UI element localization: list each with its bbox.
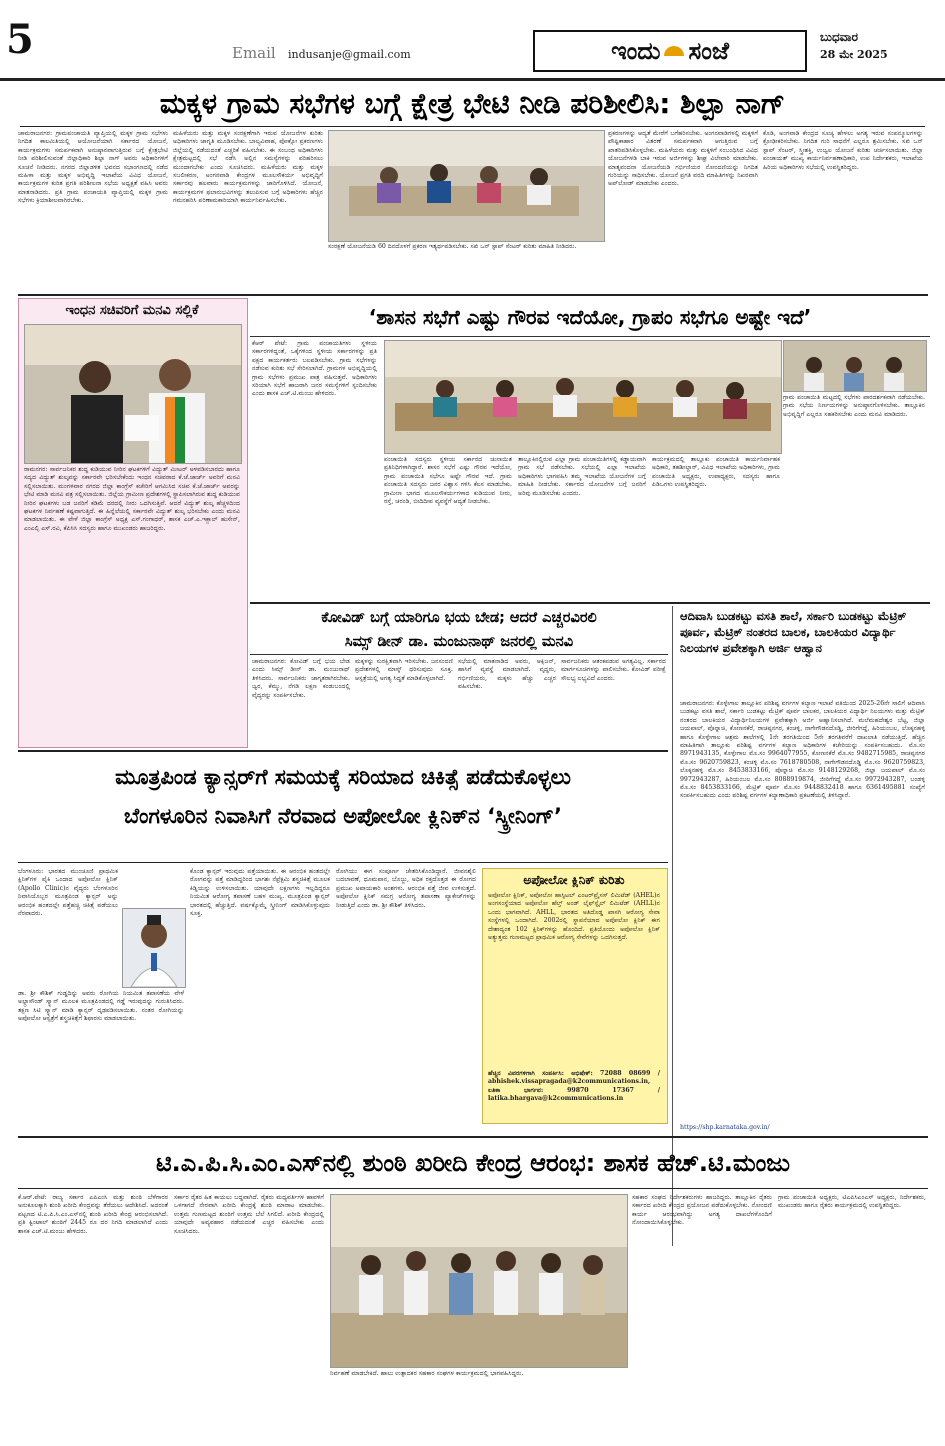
ginger-event-photo-illustration [331, 1195, 627, 1367]
story3-photo-side [783, 340, 927, 392]
story3-headline: ‘ಶಾಸನ ಸಭೆಗೆ ಎಷ್ಟು ಗೌರವ ಇದೆಯೋ, ಗ್ರಾಪಂ ಸಭೆಗೂ ಅಷ್ಟೇ ಇದೆ’ [250, 298, 930, 337]
issue-day: ಬುಧವಾರ [820, 30, 858, 44]
masthead-rule [0, 78, 945, 81]
story1-col5: ಕೊಡಿ, ಅಂಗವಾಡಿ ಕೇಂದ್ರದ ಸೂಚ್ಯ ಹೇಳಲು ಅಗತ್ಯ ಇರುವ ಸಂಪನ್ಮೂಲಗಳನ್ನು ಕ್ರೋಢೀಕರಿಸಬೇಕು. ನಿಗದಿತ ಗುರಿ ಸಾಧನೆಗೆ ಎಲ್ಲರೂ ಶ್ರಮಿಸಬೇಕು. ಸಖಿ ಒನ್ ಸ್ಟಾಪ್ ಸೆಂಟರ್, ಸ್ತ್ರೀಶಕ್ತಿ, ಉಜ್ವಲ ಯೋಜನೆ ಕುರಿತು ಚರ್ಚಿಸಲಾಯಿತು. ಜಿಲ್ಲಾ ಪಂಚಾಯತ್ ಮುಖ್ಯ ಕಾರ್ಯನಿರ್ವಹಣಾಧಿಕಾರಿ, ಉಪ ನಿರ್ದೇಶಕರು, ಇಲಾಖೆಯ ಹಿರಿಯ ಅಧಿಕಾರಿಗಳು ಸಭೆಯಲ್ಲಿ ಉಪಸ್ಥಿತರಿದ್ದರು. [763, 130, 923, 171]
story4-headline-line2: ಸಿಮ್ಸ್ ಡೀನ್ ಡಾ. ಮಂಜುನಾಥ್ ಜನರಲ್ಲಿ ಮನವಿ [250, 630, 668, 655]
story1-rule [20, 126, 925, 127]
email-label: Email [232, 44, 276, 62]
story7-photo [330, 1194, 628, 1368]
story1-photo [328, 130, 605, 242]
story7-caption: ನಿರ್ವಹಣೆ ಮಾಡಬೇಕಿದೆ. ಹಾಲು ಉತ್ಪಾದಕರ ಸಹಕಾರ ಸಂಘಗಳ ಕಾರ್ಯಕ್ರಮದಲ್ಲಿ ಭಾಗವಹಿಸಿದ್ದರು. [330, 1370, 524, 1377]
story7-top-rule [18, 1136, 928, 1138]
masthead-logo [533, 30, 807, 72]
story5-body: ಚಾಮರಾಜನಗರ: ಕೊಳ್ಳೇಗಾಲ ತಾಲ್ಲೂಕಿನ ಪರಿಶಿಷ್ಟ ವರ್ಗಗಳ ಕಲ್ಯಾಣ ಇಲಾಖೆ ವತಿಯಿಂದ 2025-26ನೇ ಸಾಲಿಗೆ ಆದಿವಾಸಿ ಬುಡಕಟ್ಟು ವಸತಿ ಶಾಲೆ, ಸರ್ಕಾರಿ ಬುಡಕಟ್ಟು ಮೆಟ್ರಿಕ್ ಪೂರ್ವ ಬಾಲಕರ, ಬಾಲಕಿಯರ ವಿದ್ಯಾರ್ಥಿ ನಿಲಯಗಳು ಮತ್ತು ಮೆಟ್ರಿಕ್ ನಂತರದ ಬಾಲಕಿಯರ ವಿದ್ಯಾರ್ಥಿನಿಲಯಗಳ ಪ್ರವೇಶಕ್ಕಾಗಿ ಅರ್ಜಿ ಆಹ್ವಾನಿಸಲಾಗಿದೆ. ಮಲೆಮಹದೇಶ್ವರ ಬೆಟ್ಟ, ಜಿಲ್ಲಾ ಜಯಪಾಲ್, ಪೊನ್ನಾಚಿ, ಕೋಣನಕೆರೆ, ರಾಚಪ್ಪನಗರ, ಕಂಚಳ್ಳಿ, ನಾಗೇಗೌಡನದೊಡ್ಡಿ, ಜೀರಿಗೆಗದ್ದೆ, ಹಿರಿಯಂಬಲ, ಲೊಕ್ಕನಹಳ್ಳಿ ಹಾಗೂ ಕೊಳ್ಳೇಗಾಲ ಆಶ್ರಮ ಶಾಲೆಗಳಲ್ಲಿ 1ನೇ ತರಗತಿಯಿಂದ 5ನೇ ತರಗತಿವರೆಗೆ ದಾಖಲಾತಿ ನಡೆಯುತ್ತಿದೆ. ಹೆಚ್ಚಿನ ಮಾಹಿತಿಗಾಗಿ ತಾಲ್ಲೂಕು ಪರಿಶಿಷ್ಟ ವರ್ಗಗಳ ಕಲ್ಯಾಣ ಅಧಿಕಾರಿಗಳ ಕಚೇರಿಯನ್ನು ಸಂಪರ್ಕಿಸಬಹುದು. ಮೊ.ಸಂ 8971943135, ಕೊಳ್ಳೇಗಾಲ ಮೊ.ಸಂ 9964077955, ಕೋಣನಕೆರೆ ಮೊ.ಸಂ 9482715985, ರಾಚಪ್ಪನಗರ ಮೊ.ಸಂ 9620759823, ಕಂಚಳ್ಳಿ ಮೊ.ಸಂ 7618780508, ನಾಗೇಗೌಡನದೊಡ್ಡಿ ಮೊ.ಸಂ 9620759823, ಲೊಕ್ಕನಹಳ್ಳಿ ಮೊ.ಸಂ 8453833166, ಪೊನ್ನಾಚಿ ಮೊ.ಸಂ 9148129268, ಜಿಲ್ಲಾ ಜಯಪಾಲ್ ಮೊ.ಸಂ 9972943287, ಹಿರಿಯಂಬಲ ಮೊ.ಸಂ 8088919874, ಜೀರಿಗೆಗದ್ದೆ ಮೊ.ಸಂ 9972943287, ಬಂಡಳ್ಳಿ ಮೊ.ಸಂ 8453833166, ಮೆಟ್ರಿಕ್ ಪೂರ್ವ ಮೊ.ಸಂ 9448832418 ಹಾಗೂ 6361495881 ಸಂಖ್ಯೆಗೆ ಸಂಪರ್ಕಿಸಬಹುದು ಎಂದು ಪರಿಶಿಷ್ಟ ವರ್ಗಗಳ ಕಲ್ಯಾಣಾಧಿಕಾರಿ ಪ್ರಕಟಣೆಯಲ್ಲಿ ತಿಳಿಸಿದ್ದಾರೆ. [680, 700, 925, 800]
story4-headline-line1: ಕೋವಿಡ್ ಬಗ್ಗೆ ಯಾರಿಗೂ ಭಯ ಬೇಡ; ಆದರೆ ಎಚ್ಚರವಿರಲಿ [321, 610, 597, 626]
story3-bottom-rule [250, 602, 930, 604]
story6-rule [18, 862, 668, 863]
story4-col2: ಮಕ್ಕಳನ್ನು ಸುರಕ್ಷಿತವಾಗಿ ಇರಿಸಬೇಕು. ಜನಸಂದಣಿ ಪ್ರದೇಶಗಳಲ್ಲಿ ಮಾಸ್ಕ್ ಧರಿಸುವುದು ಸೂಕ್ತ. ಆಸ್ಪತ್ರೆಯಲ್ಲಿ ಅಗತ್ಯ ಸಿದ್ಧತೆ ಮಾಡಿಕೊಳ್ಳಲಾಗಿದೆ. [355, 658, 453, 682]
story5-website[interactable]: https://shp.karnataka.gov.in/ [680, 1124, 770, 1131]
page-number: 5 [6, 16, 34, 63]
apollo-box-title: ಅಪೋಲೋ ಕ್ಲಿನಿಕ್ ಕುರಿತು [523, 873, 625, 887]
story3-photo [384, 340, 782, 454]
story1-col2: ಮಹಿಳೆಯರು ಮತ್ತು ಮಕ್ಕಳ ಸಂರಕ್ಷಣೆಗಾಗಿ ಇರುವ ಯೋಜನೆಗಳ ಕುರಿತು ಅಧಿಕಾರಿಗಳು ಜಾಗೃತಿ ಮೂಡಿಸಬೇಕು. ಬಾಲ್ಯವಿವಾಹ, ಪೋಕ್ಸೋ ಪ್ರಕರಣಗಳು ಜಿಲ್ಲೆಯಲ್ಲಿ ನಡೆಯದಂತೆ ಎಚ್ಚರಿಕೆ ವಹಿಸಬೇಕು. ಈ ಸಂಬಂಧ ಅಧಿಕಾರಿಗಳು ಕ್ಷೇತ್ರಮಟ್ಟದಲ್ಲಿ ಸಭೆ ನಡೆಸಿ ಅಲ್ಲಿನ ಸಮಸ್ಯೆಗಳನ್ನು ಪರಿಹರಿಸಲು ಮುಂದಾಗಬೇಕು ಎಂದು ಸೂಚಿಸಿದರು. ಮಹಿಳೆಯರು ಮತ್ತು ಮಕ್ಕಳ ಸಬಲೀಕರಣ, ಅಂಗನವಾಡಿ ಕೇಂದ್ರಗಳ ಮೂಲಸೌಕರ್ಯ ಅಭಿವೃದ್ಧಿಗೆ ಸರ್ಕಾರವು ಹಲವಾರು ಕಾರ್ಯಕ್ರಮಗಳನ್ನು ಜಾರಿಗೊಳಿಸಿದೆ. ಯೋಜನೆ, ಕಾರ್ಯಕ್ರಮಗಳ ಫಲಾನುಭವಿಗಳನ್ನು ತಲುಪಿಸುವ ಬಗ್ಗೆ ಅಧಿಕಾರಿಗಳು ಹೆಚ್ಚಿನ ಗಮನಹರಿಸಿ ಪರಿಣಾಮಕಾರಿಯಾಗಿ ಕಾರ್ಯನಿರ್ವಹಿಸಬೇಕು. [173, 130, 323, 205]
story6-col1b: ಡಾ. ಶ್ರೀ ಕೌಶಿಕ್ ಗುಡ್ಡದಿನ್ನು ಅವರು ರೋಗಿಯ ನಿಯಮಿತ ತಪಾಸಣೆಯ ವೇಳೆ ಅಲ್ಟ್ರಾಸೌಂಡ್ ಸ್ಕ್ಯಾನ್ ಮೂಲಕ ಮೂತ್ರಪಿಂಡದಲ್ಲಿ ಗಡ್ಡೆ ಇರುವುದನ್ನು ಗುರುತಿಸಿದರು. ತಕ್ಷಣ ಸಿಟಿ ಸ್ಕ್ಯಾನ್ ಮಾಡಿ ಕ್ಯಾನ್ಸರ್ ದೃಢಪಡಿಸಲಾಯಿತು. ನಂತರ ರೋಗಿಯನ್ನು ಅಪೋಲೋ ಆಸ್ಪತ್ರೆಗೆ ಶಸ್ತ್ರಚಿಕಿತ್ಸೆಗೆ ಶಿಫಾರಸು ಮಾಡಲಾಯಿತು. [18, 990, 184, 1023]
apollo-box-contact: ಹೆಚ್ಚಿನ ವಿವರಗಳಿಗಾಗಿ ಸಂಪರ್ಕಿಸಿ: ಅಭಿಷೇಕ್: 72088 08699 / abhishek.vissapragada@k2communications.in, ಲತಿಕಾ ಭಾರ್ಗವ: 99870 17367 / latika.bhargava@k2communications.in [488, 1070, 660, 1103]
logo-right: ಸಂಜೆ [688, 37, 729, 65]
gram-sabha-photo-illustration [385, 341, 781, 453]
story3-col3: ತಾಲ್ಲೂಕಿನಲ್ಲಿರುವ ಎಲ್ಲಾ ಗ್ರಾಮ ಪಂಚಾಯಿತಿಗಳಲ್ಲಿ ಕಡ್ಡಾಯವಾಗಿ ಗ್ರಾಮ ಸಭೆ ನಡೆಸಬೇಕು. ಸಭೆಯಲ್ಲಿ ಎಲ್ಲಾ ಇಲಾಖೆಯ ಅಧಿಕಾರಿಗಳು ಭಾಗವಹಿಸಿ ತಮ್ಮ ಇಲಾಖೆಯ ಯೋಜನೆಗಳ ಬಗ್ಗೆ ಮಾಹಿತಿ ನೀಡಬೇಕು. ಸರ್ಕಾರದ ಯೋಜನೆಗಳ ಬಗ್ಗೆ ಜನರಿಗೆ ಅರಿವು ಮೂಡಿಸಬೇಕು ಎಂದರು. [518, 456, 646, 497]
issue-date: 28 ಮೇ 2025 [820, 48, 888, 61]
story7-headline: ಟಿ.ಎ.ಪಿ.ಸಿ.ಎಂ.ಎಸ್‌ನಲ್ಲಿ ಶುಂಠಿ ಖರೀದಿ ಕೇಂದ್ರ ಆರಂಭ: ಶಾಸಕ ಹೆಚ್.ಟಿ.ಮಂಜು [155, 1149, 791, 1177]
story1-bottom-rule [18, 294, 928, 296]
story7-col2: ಸರ್ಕಾರ ರೈತರ ಹಿತ ಕಾಯಲು ಬದ್ಧವಾಗಿದೆ. ರೈತರು ಮಧ್ಯವರ್ತಿಗಳ ಹಾವಳಿಗೆ ಒಳಗಾಗದೆ ನೇರವಾಗಿ ಖರೀದಿ ಕೇಂದ್ರಕ್ಕೆ ಶುಂಠಿ ಮಾರಾಟ ಮಾಡಬೇಕು. ಉತ್ತಮ ಗುಣಮಟ್ಟದ ಶುಂಠಿಗೆ ಉತ್ತಮ ಬೆಲೆ ಸಿಗಲಿದೆ. ಖರೀದಿ ಕೇಂದ್ರದಲ್ಲಿ ಯಾವುದೇ ಅವ್ಯವಹಾರ ನಡೆಯದಂತೆ ಎಚ್ಚರ ವಹಿಸಬೇಕು ಎಂದು ಸೂಚಿಸಿದರು. [174, 1194, 324, 1235]
story4-col1: ಚಾಮರಾಜನಗರ: ಕೋವಿಡ್ ಬಗ್ಗೆ ಭಯ ಬೇಡ ಎಂದು ಸಿಮ್ಸ್ ಡೀನ್ ಡಾ. ಮಂಜುನಾಥ್ ತಿಳಿಸಿದರು. ಸಾರ್ವಜನಿಕರು ಜಾಗೃತರಾಗಿರಬೇಕು. ಜ್ವರ, ಕೆಮ್ಮು, ನೆಗಡಿ ಲಕ್ಷಣ ಕಂಡುಬಂದಲ್ಲಿ ವೈದ್ಯರನ್ನು ಸಂಪರ್ಕಿಸಬೇಕು. [252, 658, 350, 699]
story6-headline-line1: ಮೂತ್ರಪಿಂಡ ಕ್ಯಾನ್ಸರ್‌ಗೆ ಸಮಯಕ್ಕೆ ಸರಿಯಾದ ಚಿಕಿತ್ಸೆ ಪಡೆದುಕೊಳ್ಳಲು [115, 765, 571, 789]
story2-photo [24, 324, 242, 464]
story2-body: ರಾಮನಗರ: ಸಾರ್ವಜನಿಕರ ಶುದ್ಧ ಕುಡಿಯುವ ನೀರಿನ ಘಟಕಗಳಿಗೆ ವಿದ್ಯುತ್ ಮೀಟರ್ ಅಳವಡಿಸಬಾರದು ಹಾಗೂ ಸದ್ಯದ ವಿದ್ಯುತ್ ಶುಲ್ಕವನ್ನು ಸರ್ಕಾರವೇ ಭರಿಸಬೇಕೆಂದು ಇಂಧನ ಸಚಿವರಾದ ಕೆ.ಜೆ.ಜಾರ್ಜ್ ಅವರಿಗೆ ಮನವಿ ಸಲ್ಲಿಸಲಾಯಿತು. ಮಂಗಳವಾರ ನಗರದ ಜಿಲ್ಲಾ ಕಾಂಗ್ರೆಸ್ ಕಚೇರಿಗೆ ಆಗಮಿಸಿದ ಸಚಿವ ಕೆ.ಜೆ.ಜಾರ್ಜ್ ಅವರನ್ನು ಭೇಟಿ ಮಾಡಿ ಮನವಿ ಪತ್ರ ಸಲ್ಲಿಸಲಾಯಿತು. ಜಿಲ್ಲೆಯ ಗ್ರಾಮೀಣ ಪ್ರದೇಶಗಳಲ್ಲಿ ಸ್ಥಾಪಿಸಲಾಗಿರುವ ಶುದ್ಧ ಕುಡಿಯುವ ನೀರಿನ ಘಟಕಗಳು ಬಡ ಜನರಿಗೆ ಕಡಿಮೆ ದರದಲ್ಲಿ ನೀರು ಒದಗಿಸುತ್ತಿವೆ. ಆದರೆ ವಿದ್ಯುತ್ ಶುಲ್ಕ ಹೆಚ್ಚಳದಿಂದ ಘಟಕಗಳ ನಿರ್ವಹಣೆ ಕಷ್ಟವಾಗುತ್ತಿದೆ. ಈ ಹಿನ್ನೆಲೆಯಲ್ಲಿ ಸರ್ಕಾರವೇ ವಿದ್ಯುತ್ ಶುಲ್ಕ ಭರಿಸಬೇಕು ಎಂದು ಮನವಿ ಮಾಡಲಾಯಿತು. ಈ ವೇಳೆ ಜಿಲ್ಲಾ ಕಾಂಗ್ರೆಸ್ ಅಧ್ಯಕ್ಷ ಎಸ್.ಗಂಗಾಧರ್, ಶಾಸಕ ಎಚ್.ಎ.ಇಕ್ಬಾಲ್ ಹುಸೇನ್, ಎಂಎಲ್ಸಿ ಎಸ್.ರವಿ, ಕೆಪಿಸಿಸಿ ಸದಸ್ಯರು ಹಾಗೂ ಮುಖಂಡರು ಹಾಜರಿದ್ದರು. [24, 466, 240, 532]
story6-col2: ಕೊಂಡ ಕ್ಯಾನ್ಸರ್ ಇರುವುದು ಪತ್ತೆಯಾಯಿತು. ಈ ಆರಂಭಿಕ ಹಂತದಲ್ಲೇ ರೋಗವನ್ನು ಪತ್ತೆ ಮಾಡಿದ್ದರಿಂದ ಭಾಗಶಃ ನೆಫ್ರೆಕ್ಟಮಿ ಶಸ್ತ್ರಚಿಕಿತ್ಸೆ ಮೂಲಕ ಕಿಡ್ನಿಯನ್ನು ಉಳಿಸಲಾಯಿತು. ಯಾವುದೇ ಲಕ್ಷಣಗಳು ಇಲ್ಲದಿದ್ದರೂ ನಿಯಮಿತ ಆರೋಗ್ಯ ತಪಾಸಣೆ ಬಹಳ ಮುಖ್ಯ. ಮೂತ್ರಪಿಂಡ ಕ್ಯಾನ್ಸರ್ ಭಾರತದಲ್ಲಿ ಹೆಚ್ಚುತ್ತಿದೆ. ವರ್ಷಕ್ಕೊಮ್ಮೆ ಸ್ಕ್ರೀನಿಂಗ್ ಮಾಡಿಸಿಕೊಳ್ಳುವುದು ಸೂಕ್ತ. [190, 868, 330, 918]
doctor-portrait-illustration [123, 909, 185, 987]
story2-headline: ಇಂಧನ ಸಚಿವರಿಗೆ ಮನವಿ ಸಲ್ಲಿಕೆ [65, 303, 199, 318]
logo-sun-icon [664, 46, 684, 56]
story1-col1: ಚಾಮರಾಜನಗರ: ಗ್ರಾಮಪಂಚಾಯತಿ ವ್ಯಾಪ್ತಿಯಲ್ಲಿ ಮಕ್ಕಳ ಗ್ರಾಮ ಸಭೆಗಳು ನಿಗದಿತ ಕಾಲಮಿತಿಯಲ್ಲಿ ಆಯೋಜನೆಯಾಗಿ ಸರ್ಕಾರದ ಯೋಜನೆ, ಕಾರ್ಯಕ್ರಮಗಳು ಸಮರ್ಪಕವಾಗಿ ಅನುಷ್ಠಾನವಾಗುತ್ತಿರುವ ಬಗ್ಗೆ ಕ್ಷೇತ್ರಭೇಟಿ ನೀಡಿ ಪರಿಶೀಲಿಸುವಂತೆ ಜಿಲ್ಲಾಧಿಕಾರಿ ಶಿಲ್ಪಾ ನಾಗ್ ಅವರು ಅಧಿಕಾರಿಗಳಿಗೆ ಸೂಚನೆ ನೀಡಿದರು. ನಗರದ ಜಿಲ್ಲಾಡಳಿತ ಭವನದ ಸಭಾಂಗಣದಲ್ಲಿ ನಡೆದ ಮಹಿಳಾ ಮತ್ತು ಮಕ್ಕಳ ಅಭಿವೃದ್ಧಿ ಇಲಾಖೆಯ ವಿವಿಧ ಯೋಜನೆ, ಕಾರ್ಯಕ್ರಮಗಳ ಕುರಿತ ಪ್ರಗತಿ ಪರಿಶೀಲನಾ ಸಭೆಯ ಅಧ್ಯಕ್ಷತೆ ವಹಿಸಿ ಅವರು ಮಾತನಾಡಿದರು. ಪ್ರತಿ ಗ್ರಾಮ ಪಂಚಾಯತಿ ವ್ಯಾಪ್ತಿಯಲ್ಲಿ ಮಕ್ಕಳ ಗ್ರಾಮ ಸಭೆಗಳು ಕ್ರಿಯಾಶೀಲವಾಗಿರಬೇಕು. [18, 130, 168, 205]
doctor-photo [122, 908, 186, 988]
story7-col4: ಸಹಕಾರ ಸಂಘದ ನಿರ್ದೇಶಕರುಗಳು ಹಾಜರಿದ್ದರು. ತಾಲ್ಲೂಕಿನ ರೈತರು ಸರ್ಕಾರದ ಖರೀದಿ ಕೇಂದ್ರದ ಪ್ರಯೋಜನ ಪಡೆದುಕೊಳ್ಳಬೇಕು. ನೋಂದಣಿ ಕಾರ್ಯ ಆರಂಭವಾಗಿದ್ದು ಅಗತ್ಯ ದಾಖಲೆಗಳೊಂದಿಗೆ ನೋಂದಾಯಿಸಿಕೊಳ್ಳಬೇಕು. [632, 1194, 772, 1227]
story6-headline-line2: ಬೆಂಗಳೂರಿನ ನಿವಾಸಿಗೆ ನೆರವಾದ ಅಪೋಲೋ ಕ್ಲಿನಿಕ್‌ನ ‘ಸ್ಕ್ರೀನಿಂಗ್’ [123, 804, 563, 828]
minister-photo-illustration [25, 325, 241, 463]
story5-headline: ಆದಿವಾಸಿ ಬುಡಕಟ್ಟು ವಸತಿ ಶಾಲೆ, ಸರ್ಕಾರಿ ಬುಡಕಟ್ಟು ಮೆಟ್ರಿಕ್ ಪೂರ್ವ, ಮೆಟ್ರಿಕ್ ನಂತರದ ಬಾಲಕ, ಬಾಲಕಿಯರ ವಿದ್ಯಾರ್ಥಿ ನಿಲಯಗಳ ಪ್ರವೇಶಕ್ಕಾಗಿ ಅರ್ಜಿ ಆಹ್ವಾನ [680, 609, 907, 655]
story7-col5: ಗ್ರಾಮ ಪಂಚಾಯಿತಿ ಅಧ್ಯಕ್ಷರು, ಟಿಎಪಿಸಿಎಂಎಸ್ ಅಧ್ಯಕ್ಷರು, ನಿರ್ದೇಶಕರು, ಮುಖಂಡರು ಹಾಗೂ ರೈತರು ಕಾರ್ಯಕ್ರಮದಲ್ಲಿ ಉಪಸ್ಥಿತರಿದ್ದರು. [778, 1194, 926, 1210]
story1-headline: ಮಕ್ಕಳ ಗ್ರಾಮ ಸಭೆಗಳ ಬಗ್ಗೆ ಕ್ಷೇತ್ರ ಭೇಟಿ ನೀಡಿ ಪರಿಶೀಲಿಸಿ: ಶಿಲ್ಪಾ ನಾಗ್ [159, 87, 786, 120]
story3-col2: ಪಂಚಾಯಿತಿ ಸದಸ್ಯರು ಸ್ಥಳೀಯ ಸರ್ಕಾರದ ಚುನಾಯಿತ ಪ್ರತಿನಿಧಿಗಳಾಗಿದ್ದಾರೆ. ಶಾಸನ ಸಭೆಗೆ ಎಷ್ಟು ಗೌರವ ಇದೆಯೋ, ಗ್ರಾಮ ಪಂಚಾಯಿತಿ ಸಭೆಗೂ ಅಷ್ಟೇ ಗೌರವ ಇದೆ. ಗ್ರಾಮ ಪಂಚಾಯಿತಿ ಸದಸ್ಯರು ಜನರ ವಿಶ್ವಾಸ ಗಳಿಸಿ ಕೆಲಸ ಮಾಡಬೇಕು. ಗ್ರಾಮೀಣ ಭಾಗದ ಮೂಲಸೌಕರ್ಯಗಳಾದ ಕುಡಿಯುವ ನೀರು, ರಸ್ತೆ, ಚರಂಡಿ, ಬೀದಿದೀಪ ವ್ಯವಸ್ಥೆಗೆ ಆದ್ಯತೆ ನೀಡಬೇಕು. [384, 456, 512, 506]
story3-col5: ಗ್ರಾಮ ಪಂಚಾಯಿತಿ ಮಟ್ಟದಲ್ಲಿ ಸಭೆಗಳು ಪಾರದರ್ಶಕವಾಗಿ ನಡೆಯಬೇಕು. ಗ್ರಾಮ ಸಭೆಯ ನಿರ್ಣಯಗಳನ್ನು ಅನುಷ್ಠಾನಗೊಳಿಸಬೇಕು. ತಾಲ್ಲೂಕಿನ ಅಭಿವೃದ್ಧಿಗೆ ಎಲ್ಲರೂ ಸಹಕರಿಸಬೇಕು ಎಂದು ಮನವಿ ಮಾಡಿದರು. [783, 394, 925, 418]
story7-col1: ಕೆ.ಆರ್.ಪೇಟೆ: ರಾಜ್ಯ ಸರ್ಕಾರ ಎಪಿಎಂಸಿ ಮತ್ತು ಶುಂಠಿ ಬೆಳೆಗಾರರ ಅನುಕೂಲಕ್ಕಾಗಿ ಶುಂಠಿ ಖರೀದಿ ಕೇಂದ್ರವನ್ನು ತೆರೆಯಲು ಆದೇಶಿಸಿದೆ. ಅದರಂತೆ ಪಟ್ಟಣದ ಟಿ.ಎ.ಪಿ.ಸಿ.ಎಂ.ಎಸ್‌ನಲ್ಲಿ ಶುಂಠಿ ಖರೀದಿ ಕೇಂದ್ರ ಆರಂಭಿಸಲಾಗಿದೆ. ಪ್ರತಿ ಕ್ವಿಂಟಾಲ್ ಶುಂಠಿಗೆ 2445 ರೂ ದರ ನಿಗದಿ ಮಾಡಲಾಗಿದೆ ಎಂದು ಶಾಸಕ ಎಚ್.ಟಿ.ಮಂಜು ಹೇಳಿದರು. [18, 1194, 168, 1235]
story1-col4: ಪ್ರಕರಣಗಳನ್ನು ಆದ್ಯತೆ ಮೇರೆಗೆ ಬಗೆಹರಿಸಬೇಕು. ಅಂಗನವಾಡಿಗಳಲ್ಲಿ ಮಕ್ಕಳಿಗೆ ಪೌಷ್ಟಿಕಾಹಾರ ವಿತರಣೆ ಸಮರ್ಪಕವಾಗಿ ಆಗುತ್ತಿರುವ ಬಗ್ಗೆ ಖಾತರಿಪಡಿಸಿಕೊಳ್ಳಬೇಕು. ಮಹಿಳೆಯರು ಮತ್ತು ಮಕ್ಕಳಿಗೆ ಸಂಬಂಧಿಸಿದ ವಿವಿಧ ಯೋಜನೆಗಳಡಿ ಬಾಕಿ ಇರುವ ಅರ್ಜಿಗಳನ್ನು ಶೀಘ್ರ ವಿಲೇವಾರಿ ಮಾಡಬೇಕು. ಮಾತೃವಂದನಾ ಯೋಜನೆಯಡಿ ಗರ್ಭಿಣಿಯರ ನೋಂದಣಿಯನ್ನು ನಿಗದಿತ ಗುರಿಯನ್ನು ಸಾಧಿಸಬೇಕು. ಯೋಜನೆ ಪ್ರಗತಿ ವರದಿ ಮಾಹಿತಿಗಳನ್ನು ನಿಖರವಾಗಿ ಅಪ್‌ಲೋಡ್ ಮಾಡಬೇಕು ಎಂದರು. [608, 130, 758, 188]
story3-col1: ಕೆಆರ್ ಪೇಟೆ: ಗ್ರಾಮ ಪಂಚಾಯತಿಗಳು ಸ್ಥಳೀಯ ಸರ್ಕಾರಗಳಿದ್ದಂತೆ, ಒಕ್ಕೆಗಳಿಂದ ಸ್ಥಳೀಯ ಸರ್ಕಾರಗಳನ್ನು ಪ್ರತಿ ಪಕ್ಷದ ಕಾರ್ಯಕರ್ತರು ಬಲಪಡಿಸಬೇಕು. ಗ್ರಾಮ ಸಭೆಗಳನ್ನು ನಡೆಸುವ ಕುರಿತು ಸಭೆ ಸೇರಿಸಲಾಗಿದೆ. ಗ್ರಾಮಗಳ ಅಭಿವೃದ್ಧಿಯಲ್ಲಿ ಗ್ರಾಮ ಸಭೆಗಳು ಪ್ರಮುಖ ಪಾತ್ರ ವಹಿಸುತ್ತವೆ. ಅಧಿಕಾರಿಗಳು ಸರಿಯಾಗಿ ಸಭೆಗೆ ಹಾಜರಾಗಿ ಜನರ ಸಮಸ್ಯೆಗಳಿಗೆ ಸ್ಪಂದಿಸಬೇಕು ಎಂದು ಶಾಸಕ ಎಚ್.ಟಿ.ಮಂಜು ಹೇಳಿದರು. [252, 340, 377, 398]
story6-top-rule [18, 750, 668, 752]
email-value: indusanje@gmail.com [288, 48, 411, 61]
story3-col4: ಕಾರ್ಯಕ್ರಮದಲ್ಲಿ ತಾಲ್ಲೂಕು ಪಂಚಾಯಿತಿ ಕಾರ್ಯನಿರ್ವಾಹಕ ಅಧಿಕಾರಿ, ತಹಶೀಲ್ದಾರ್, ವಿವಿಧ ಇಲಾಖೆಯ ಅಧಿಕಾರಿಗಳು, ಗ್ರಾಮ ಪಂಚಾಯಿತಿ ಅಧ್ಯಕ್ಷರು, ಉಪಾಧ್ಯಕ್ಷರು, ಸದಸ್ಯರು ಹಾಗೂ ಪಿಡಿಒಗಳು ಉಪಸ್ಥಿತರಿದ್ದರು. [652, 456, 780, 489]
story4-col3: ಸಭೆಯಲ್ಲಿ ಮಾತನಾಡಿದ ಅವರು, ಆಕ್ಸಿಜನ್, ಹಾಸಿಗೆ ವ್ಯವಸ್ಥೆ ಮಾಡಲಾಗಿದೆ. ವೃದ್ಧರು, ಗರ್ಭಿಣಿಯರು, ಮಕ್ಕಳು ಹೆಚ್ಚು ಎಚ್ಚರ ವಹಿಸಬೇಕು. [458, 658, 556, 691]
story6-col3: ರೋಗಿಯು ಈಗ ಸಂಪೂರ್ಣ ಚೇತರಿಸಿಕೊಂಡಿದ್ದಾರೆ. ಜೀವನಶೈಲಿ ಬದಲಾವಣೆ, ಧೂಮಪಾನ, ಬೊಜ್ಜು, ಅಧಿಕ ರಕ್ತದೊತ್ತಡ ಈ ರೋಗದ ಪ್ರಮುಖ ಅಪಾಯಕಾರಿ ಅಂಶಗಳು. ಆರಂಭಿಕ ಪತ್ತೆ ಜೀವ ಉಳಿಸುತ್ತದೆ. ಅಪೋಲೋ ಕ್ಲಿನಿಕ್ ಸಮಗ್ರ ಆರೋಗ್ಯ ತಪಾಸಣಾ ಪ್ಯಾಕೇಜ್‌ಗಳನ್ನು ನೀಡುತ್ತಿದೆ ಎಂದು ಡಾ. ಶ್ರೀ ಕೌಶಿಕ್ ತಿಳಿಸಿದರು. [336, 868, 476, 909]
audience-photo-illustration [784, 341, 926, 391]
apollo-box-body: ಅಪೋಲೋ ಕ್ಲಿನಿಕ್, ಅಪೋಲೋ ಹಾಸ್ಪಿಟಲ್ ಎಂಟರ್‌ಪ್ರೈಸಸ್ ಲಿಮಿಟೆಡ್ (AHEL)ನ ಅಂಗಸಂಸ್ಥೆಯಾದ ಅಪೋಲೋ ಹೆಲ್ತ್ ಅಂಡ್ ಲೈಫ್‌ಸ್ಟೈಲ್ ಲಿಮಿಟೆಡ್ (AHLL)ನ ಒಂದು ಭಾಗವಾಗಿದೆ. AHLL, ಭಾರತದ ಅತಿದೊಡ್ಡ ಖಾಸಗಿ ಆರೋಗ್ಯ ಸೇವಾ ಸಂಸ್ಥೆಗಳಲ್ಲಿ ಒಂದಾಗಿದೆ. 2002ರಲ್ಲಿ ಸ್ಥಾಪನೆಯಾದ ಅಪೋಲೋ ಕ್ಲಿನಿಕ್ ಈಗ ದೇಶಾದ್ಯಂತ 102 ಕ್ಲಿನಿಕ್‌ಗಳನ್ನು ಹೊಂದಿದೆ. ಪ್ರತಿಯೊಂದು ಅಪೋಲೋ ಕ್ಲಿನಿಕ್ ಅತ್ಯುತ್ತಮ ಗುಣಮಟ್ಟದ ಪ್ರಾಥಮಿಕ ಆರೋಗ್ಯ ಸೇವೆಗಳನ್ನು ಒದಗಿಸುತ್ತದೆ. [488, 892, 660, 942]
story4-col4: ಸಾರ್ವಜನಿಕರು ಆತಂಕಪಡುವ ಅಗತ್ಯವಿಲ್ಲ. ಸರ್ಕಾರದ ಮಾರ್ಗಸೂಚಿಗಳನ್ನು ಪಾಲಿಸಬೇಕು. ಕೋವಿಡ್ ಪರೀಕ್ಷೆ ಸೌಲಭ್ಯ ಲಭ್ಯವಿದೆ ಎಂದರು. [561, 658, 666, 682]
story1-caption: ಸಂರಕ್ಷಣೆ ಯೋಜನೆಯಡಿ 60 ದಿನದೊಳಗೆ ಪ್ರಕರಣ ಇತ್ಯರ್ಥಪಡಿಸಬೇಕು. ಸಖಿ ಒನ್ ಸ್ಟಾಪ್ ಸೆಂಟರ್ ಕುರಿತು ಮಾಹಿತಿ ನೀಡಿದರು. [328, 243, 577, 250]
logo-left: ಇಂದು [611, 37, 661, 65]
meeting-photo-illustration [329, 131, 604, 241]
story7-rule [18, 1188, 928, 1189]
story6-col1: ಬೆಂಗಳೂರು: ಭಾರತದ ಮುಂಚೂಣಿ ಪ್ರಾಥಮಿಕ ಕ್ಲಿನಿಕ್‌ಗಳ ಪೈಕಿ ಒಂದಾದ ಅಪೋಲೋ ಕ್ಲಿನಿಕ್ (Apollo Clinic)ನ ವೈದ್ಯರು ಬೆಂಗಳೂರಿನ ನಿವಾಸಿಯೊಬ್ಬರ ಮೂತ್ರಪಿಂಡ ಕ್ಯಾನ್ಸರ್ ಅನ್ನು ಆರಂಭಿಕ ಹಂತದಲ್ಲೇ ಪತ್ತೆಹಚ್ಚಿ ಚಿಕಿತ್ಸೆ ಪಡೆಯಲು ನೆರವಾದರು. [18, 868, 118, 918]
